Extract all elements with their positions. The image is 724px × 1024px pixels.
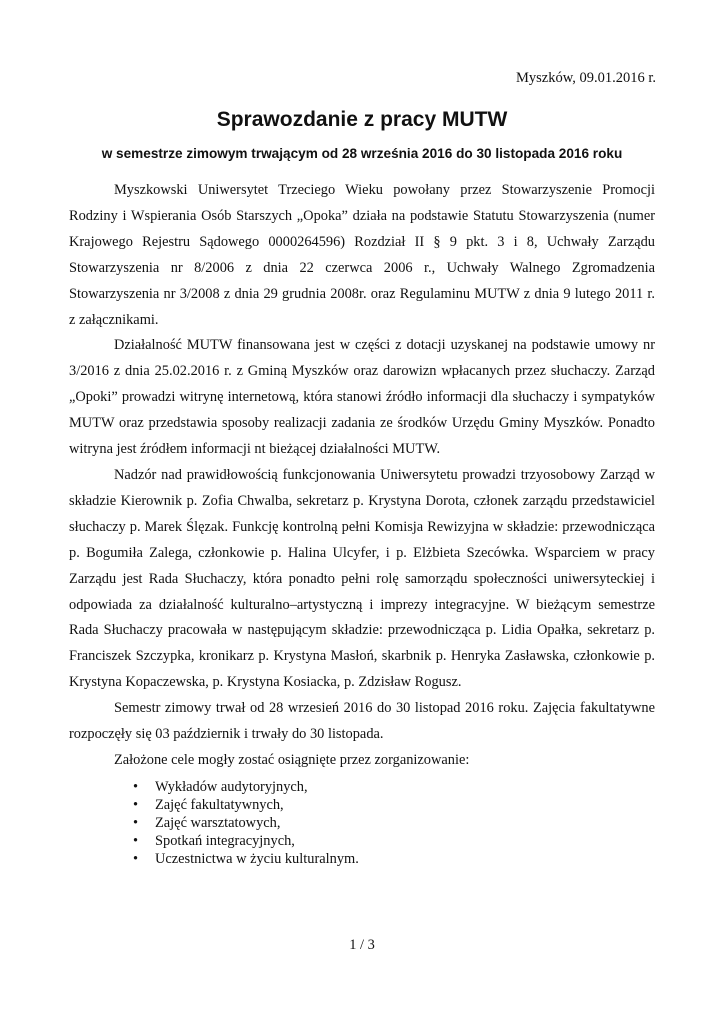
list-item-text: Zajęć fakultatywnych,: [155, 796, 284, 813]
list-item-text: Uczestnictwa w życiu kulturalnym.: [155, 850, 359, 867]
document-title: Sprawozdanie z pracy MUTW: [216, 108, 508, 131]
list-item: [133, 850, 655, 868]
bullet-icon: •: [133, 778, 139, 795]
bullet-icon: •: [133, 850, 139, 867]
list-item-text: Wykładów audytoryjnych,: [155, 778, 308, 795]
activities-list: [69, 778, 655, 868]
list-item-text: Zajęć warsztatowych,: [155, 814, 281, 831]
paragraph-financing: Działalność MUTW finansowana jest w części z dotacji uzyskanej na podstawie umowy nr 3/2016 z dnia 25.02.2016 r. z Gminą Myszków oraz darowizn wpłacanych przez słuchaczy. Zarząd „Opoki” prowadzi witrynę internetową, która stanowi źródło informacji dla słuchaczy i sympatyków MUTW oraz przedstawia sposoby realizacji zadania ze środków Urzędu Gminy Myszków. Ponadto witryna jest źródłem informacji nt bieżącej działalności MUTW.: [69, 337, 655, 458]
list-item: [133, 832, 655, 850]
list-item: [133, 796, 655, 814]
paragraph-legal-basis: Myszkowski Uniwersytet Trzeciego Wieku powołany przez Stowarzyszenie Promocji Rodziny i Wspierania Osób Starszych „Opoka” działa na podstawie Statutu Stowarzyszenia (numer Krajowego Rejestru Sądowego 0000264596) Rozdział II § 9 pkt. 3 i 8, Uchwały Zarządu Stowarzyszenia nr 8/2006 z dnia 22 czerwca 2006 r., Uchwały Walnego Zgromadzenia Stowarzyszenia nr 3/2008 z dnia 29 grudnia 2008r. oraz Regulaminu MUTW z dnia 9 lutego 2011 r. z załącznikami.: [69, 182, 655, 328]
list-item-text: Spotkań integracyjnych,: [155, 832, 295, 849]
bullet-icon: •: [133, 832, 139, 849]
paragraph-semester: Semestr zimowy trwał od 28 wrzesień 2016 do 30 listopad 2016 roku. Zajęcia fakultatywne rozpoczęły się 03 październik i trwały do 30 listopada.: [69, 700, 655, 743]
document-body: [69, 178, 655, 868]
bullet-icon: •: [133, 814, 139, 831]
paragraph-goals-intro: Założone cele mogły zostać osiągnięte przez zorganizowanie:: [114, 751, 470, 768]
list-item: [133, 778, 655, 796]
list-item: [133, 814, 655, 832]
document-date: Myszków, 09.01.2016 r.: [515, 70, 656, 86]
bullet-icon: •: [133, 796, 139, 813]
paragraph-supervision: Nadzór nad prawidłowością funkcjonowania Uniwersytetu prowadzi trzyosobowy Zarząd w składzie Kierownik p. Zofia Chwalba, sekretarz p. Krystyna Dorota, członek zarządu przedstawiciel słuchaczy p. Marek Ślęzak. Funkcję kontrolną pełni Komisja Rewizyjna w składzie: przewodnicząca p. Bogumiła Zalega, członkowie p. Halina Ulcyfer, i p. Elżbieta Szecówka. Wsparciem w pracy Zarządu jest Rada Słuchaczy, która ponadto pełni rolę samorządu społeczności uniwersyteckiej i odpowiada za działalność kulturalno–artystyczną i imprezy integracyjne. W bieżącym semestrze Rada Słuchaczy pracowała w następującym składzie: przewodnicząca p. Lidia Opałka, sekretarz p. Franciszek Szczypka, kronikarz p. Krystyna Masłoń, skarbnik p. Henryka Zasławska, członkowie p. Krystyna Kopaczewska, p. Krystyna Kosiacka, p. Zdzisław Rogusz.: [69, 466, 655, 691]
page-number: 1 / 3: [349, 937, 375, 953]
document-subtitle: w semestrze zimowym trwającym od 28 września 2016 do 30 listopada 2016 roku: [101, 146, 623, 161]
